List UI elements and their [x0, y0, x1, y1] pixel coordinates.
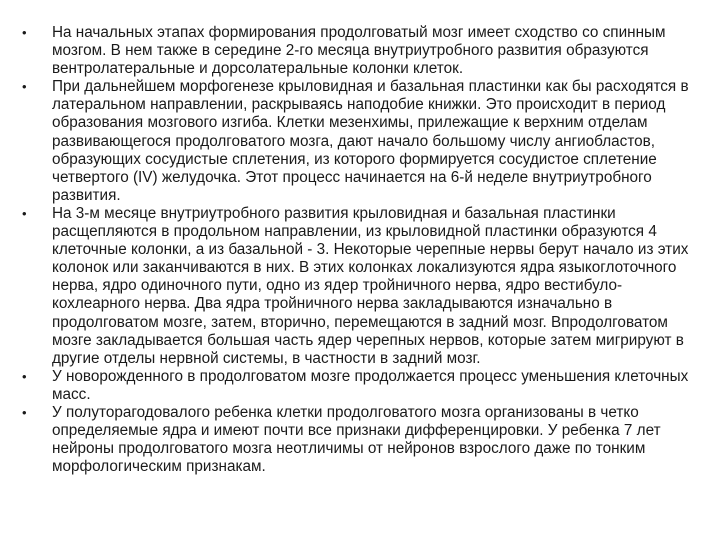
bullet-icon: • [22, 205, 27, 221]
bullet-item [22, 78, 702, 205]
bullet-text: На начальных этапах формирования продолговатый мозг имеет сходство со спинным мозгом. В нем также в середине 2-го месяца внутриутробного развития образуются вентролатеральные и дорсолатеральные колонки клеток. [52, 24, 666, 78]
bullet-icon: • [22, 79, 27, 95]
bullet-icon: • [22, 368, 27, 384]
bullet-text: На 3-м месяце внутриутробного развития крыловидная и базальная пластинки расщепляются в продольном направлении, из крыловидной пластинки образуются 4 клеточные колонки, а из базальной - 3. Некоторые черепные нервы берут начало из этих колонок или заканчиваются в них. В этих колонках локализуются ядра языкоглоточного нерва, ядро одиночного пути, одно из ядер тройничного нерва, ядро вестибуло-кохлеарного нерва. Два ядра тройничного нерва закладываются изначально в продолговатом мозге, затем, вторично, перемещаются в задний мозг. Впродолговатом мозге закладывается большая часть ядер черепных нервов, которые затем мигрируют в другие отделы нервной системы, в частности в задний мозг. [52, 204, 689, 367]
bullet-list [22, 24, 702, 476]
bullet-item [22, 404, 702, 476]
bullet-text: У новорожденного в продолговатом мозге продолжается процесс уменьшения клеточных масс. [52, 367, 689, 403]
bullet-icon: • [22, 25, 27, 40]
bullet-item [22, 205, 702, 368]
bullet-item [22, 24, 702, 78]
bullet-text: При дальнейшем морфогенезе крыловидная и базальная пластинки как бы расходятся в латеральном направлении, раскрываясь наподобие книжки. Это происходит в период образования мозгового изгиба. Клетки мезенхимы, прилежащие к верхним отделам развивающегося продолговатого мозга, дают начало большому числу ангиобластов, образующих сосудистые сплетения, из которого формируется сосудистое сплетение четвертого (IV) желудочка. Этот процесс начинается на 6-й неделе внутриутробного развития. [52, 78, 689, 204]
bullet-text: У полуторагодовалого ребенка клетки продолговатого мозга организованы в четко определяемые ядра и имеют почти все признаки дифференцировки. У ребенка 7 лет нейроны продолговатого мозга неотличимы от нейронов взрослого даже по тонким морфологическим признакам. [52, 403, 661, 476]
bullet-icon: • [22, 404, 27, 420]
bullet-item [22, 368, 702, 404]
